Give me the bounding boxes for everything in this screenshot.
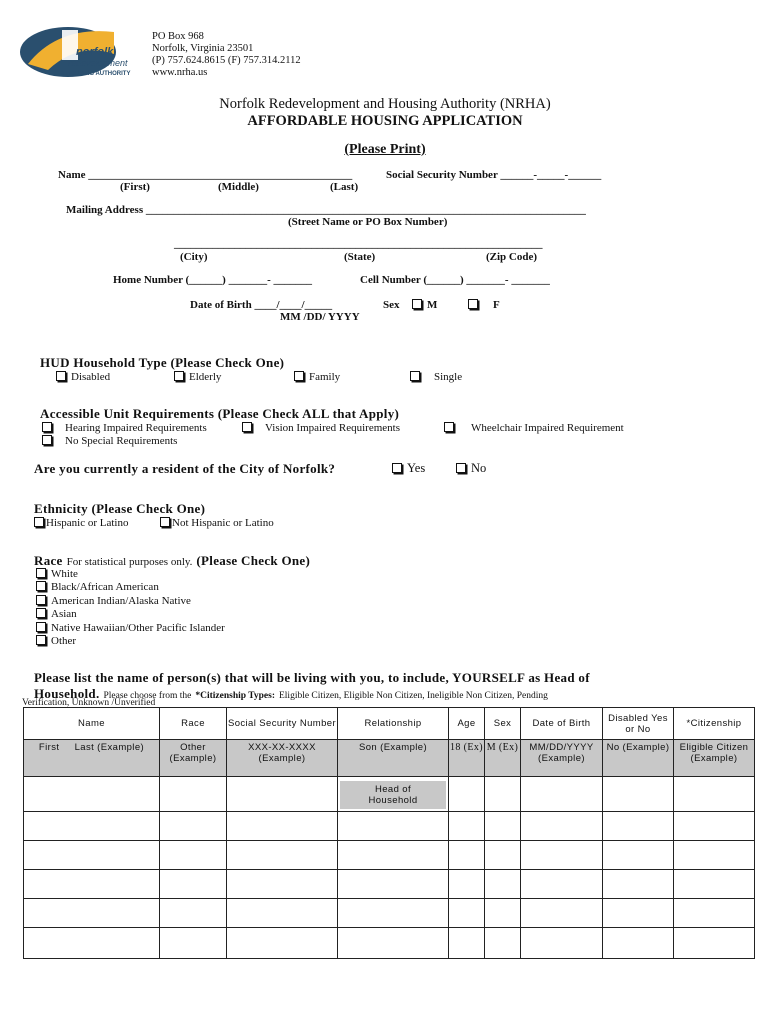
household-intro-citizenship: *Citizenship Types: <box>195 691 275 701</box>
race-option-label: American Indian/Alaska Native <box>51 595 191 607</box>
table-cell[interactable] <box>521 870 603 899</box>
table-cell[interactable] <box>485 841 521 870</box>
household-intro-tail: Eligible Citizen, Eligible Non Citizen, Ineligible Non Citizen, Pending <box>278 691 548 701</box>
race-option-black[interactable] <box>36 581 159 593</box>
sex-m-option[interactable] <box>412 299 437 311</box>
org-title: Norfolk Redevelopment and Housing Authority (NRHA) <box>219 96 551 112</box>
column-header: Name <box>24 708 160 740</box>
table-cell[interactable] <box>521 812 603 841</box>
accessible-option-wheelchair[interactable] <box>444 422 624 434</box>
checkbox-icon[interactable] <box>412 299 422 309</box>
accessible-option-vision[interactable] <box>242 422 400 434</box>
checkbox-icon[interactable] <box>444 422 454 432</box>
accessible-option-hearing[interactable] <box>42 422 207 434</box>
accessible-option-none[interactable] <box>42 435 177 447</box>
example-cell: XXX-XX-XXXX (Example) <box>227 740 338 777</box>
accessible-option-label: No Special Requirements <box>65 435 178 447</box>
accessible-option-label: Wheelchair Impaired Requirement <box>471 422 624 434</box>
table-cell[interactable] <box>338 899 449 928</box>
ethnicity-option-not-hispanic[interactable] <box>160 517 274 529</box>
column-header: Sex <box>485 708 521 740</box>
sex-f-label: F <box>493 299 500 311</box>
checkbox-icon[interactable] <box>36 595 46 605</box>
table-cell <box>338 777 449 812</box>
table-cell[interactable] <box>674 928 755 959</box>
table-row[interactable] <box>24 928 755 959</box>
column-header: Social Security Number <box>227 708 338 740</box>
table-cell[interactable] <box>24 841 160 870</box>
table-cell[interactable] <box>160 841 227 870</box>
table-row[interactable] <box>24 777 755 812</box>
race-option-other[interactable] <box>36 635 76 647</box>
please-print: (Please Print) <box>344 142 426 157</box>
table-cell[interactable] <box>449 870 485 899</box>
column-header: Relationship <box>338 708 449 740</box>
table-cell[interactable] <box>449 777 485 812</box>
table-cell[interactable] <box>485 899 521 928</box>
race-option-label: White <box>51 568 78 580</box>
checkbox-icon[interactable] <box>160 517 170 527</box>
table-cell[interactable] <box>674 841 755 870</box>
hud-option-label: Disabled <box>71 371 111 383</box>
race-option-american-indian[interactable] <box>36 595 191 607</box>
race-option-label: Other <box>51 635 77 647</box>
checkbox-icon[interactable] <box>36 568 46 578</box>
table-cell[interactable] <box>24 870 160 899</box>
example-row <box>24 740 755 777</box>
table-cell[interactable] <box>338 928 449 959</box>
table-cell[interactable] <box>338 812 449 841</box>
checkbox-icon[interactable] <box>468 299 478 309</box>
dob-field[interactable]: Date of Birth ____/____/_____ <box>190 299 333 311</box>
table-cell[interactable] <box>521 899 603 928</box>
example-cell: First Last (Example) <box>24 740 160 777</box>
checkbox-icon[interactable] <box>42 435 52 445</box>
column-header: Age <box>449 708 485 740</box>
table-cell[interactable] <box>603 899 674 928</box>
checkbox-icon[interactable] <box>34 517 44 527</box>
household-intro-bold: Household. <box>34 686 100 701</box>
table-row[interactable] <box>24 812 755 841</box>
ethnicity-option-hispanic[interactable] <box>34 517 128 529</box>
last-hint: (Last) <box>330 181 359 193</box>
example-cell: Son (Example) <box>338 740 449 777</box>
checkbox-icon[interactable] <box>36 608 46 618</box>
table-cell[interactable] <box>227 777 338 812</box>
table-header-row <box>24 708 755 740</box>
table-row[interactable] <box>24 841 755 870</box>
example-cell: No (Example) <box>603 740 674 777</box>
table-cell[interactable] <box>485 870 521 899</box>
name-line[interactable]: Name ________________________________________________ <box>58 169 353 181</box>
hud-heading: HUD Household Type (Please Check One) <box>40 355 285 370</box>
race-option-white[interactable] <box>36 568 78 580</box>
table-cell[interactable] <box>674 777 755 812</box>
example-cell: MM/DD/YYYY (Example) <box>521 740 603 777</box>
form-title: AFFORDABLE HOUSING APPLICATION <box>247 113 523 129</box>
race-check: (Please Check One) <box>196 553 311 568</box>
table-cell[interactable] <box>485 928 521 959</box>
table-cell[interactable] <box>521 841 603 870</box>
table-cell[interactable] <box>160 928 227 959</box>
table-cell[interactable] <box>449 812 485 841</box>
example-cell: M (Ex) <box>485 740 521 777</box>
resident-question: Are you currently a resident of the City of Norfolk? <box>34 461 336 476</box>
table-cell[interactable] <box>449 841 485 870</box>
ethnicity-option-label: Hispanic or Latino <box>46 517 129 529</box>
table-cell[interactable] <box>603 928 674 959</box>
hud-option-elderly[interactable] <box>174 371 221 383</box>
mailing-line[interactable]: Mailing Address ________________________________________________________________________________ <box>66 204 586 216</box>
table-cell[interactable] <box>449 928 485 959</box>
table-cell[interactable] <box>160 777 227 812</box>
dob-format: MM /DD/ YYYY <box>280 311 360 323</box>
table-cell[interactable] <box>603 777 674 812</box>
table-cell[interactable] <box>227 870 338 899</box>
column-header: Date of Birth <box>521 708 603 740</box>
table-cell[interactable] <box>674 870 755 899</box>
sex-m-label: M <box>427 299 438 311</box>
resident-yes-label: Yes <box>407 461 426 475</box>
zip-hint: (Zip Code) <box>486 251 538 263</box>
table-cell[interactable] <box>674 899 755 928</box>
checkbox-icon[interactable] <box>242 422 252 432</box>
address-line: Norfolk, Virginia 23501 <box>152 43 254 54</box>
table-cell[interactable] <box>24 899 160 928</box>
resident-no-label: No <box>471 461 487 475</box>
hud-option-label: Family <box>309 371 341 383</box>
hud-option-label: Single <box>434 371 463 383</box>
race-option-hawaiian[interactable] <box>36 622 225 634</box>
table-cell[interactable] <box>674 812 755 841</box>
table-cell[interactable] <box>227 899 338 928</box>
ethnicity-option-label: Not Hispanic or Latino <box>172 517 274 529</box>
example-cell: Eligible Citizen (Example) <box>674 740 755 777</box>
checkbox-icon[interactable] <box>392 463 402 473</box>
logo-text-housing: & HOUSING AUTHORITY <box>60 71 131 77</box>
accessible-heading: Accessible Unit Requirements (Please Check ALL that Apply) <box>40 406 400 421</box>
column-header: Disabled Yes or No <box>603 708 674 740</box>
cell-number-field[interactable]: Cell Number (______) _______- _______ <box>360 274 550 286</box>
home-number-field[interactable]: Home Number (______) _______- _______ <box>113 274 312 286</box>
logo-text-norfolk: norfolk <box>76 46 114 58</box>
ethnicity-heading: Ethnicity (Please Check One) <box>34 501 206 516</box>
address-line: www.nrha.us <box>152 67 208 78</box>
hud-option-label: Elderly <box>189 371 222 383</box>
race-note: For statistical purposes only. <box>66 556 193 568</box>
table-cell[interactable] <box>521 777 603 812</box>
table-cell[interactable] <box>485 777 521 812</box>
table-cell[interactable] <box>227 928 338 959</box>
logo-text-redevelopment: redevelopment <box>68 58 128 68</box>
household-intro-line3: Verification, Unknown /Unverified <box>22 698 156 708</box>
city-hint: (City) <box>180 251 208 263</box>
table-cell[interactable] <box>485 812 521 841</box>
head-of-household-label: Head of Household <box>340 781 446 809</box>
hud-option-disabled[interactable] <box>56 371 110 383</box>
ssn-line[interactable]: Social Security Number ______-_____-______ <box>386 169 602 181</box>
table-cell[interactable] <box>338 870 449 899</box>
race-option-asian[interactable] <box>36 608 77 620</box>
example-cell: Other (Example) <box>160 740 227 777</box>
column-header: *Citizenship <box>674 708 755 740</box>
table-cell[interactable] <box>160 812 227 841</box>
household-intro-rest: Please choose from the <box>103 691 192 701</box>
checkbox-icon[interactable] <box>174 371 184 381</box>
example-cell: 18 (Ex) <box>449 740 485 777</box>
resident-yes-option[interactable] <box>392 461 425 476</box>
table-cell[interactable] <box>24 928 160 959</box>
checkbox-icon[interactable] <box>410 371 420 381</box>
sex-label: Sex <box>383 299 400 311</box>
race-option-label: Asian <box>51 608 77 620</box>
accessible-option-label: Vision Impaired Requirements <box>265 422 400 434</box>
sex-f-option[interactable] <box>468 299 500 311</box>
table-cell[interactable] <box>603 812 674 841</box>
race-option-label: Native Hawaiian/Other Pacific Islander <box>51 622 225 634</box>
table-row[interactable] <box>24 899 755 928</box>
middle-hint: (Middle) <box>218 181 259 193</box>
checkbox-icon[interactable] <box>56 371 66 381</box>
street-hint: (Street Name or PO Box Number) <box>288 216 448 228</box>
first-hint: (First) <box>120 181 150 193</box>
table-cell[interactable] <box>24 777 160 812</box>
checkbox-icon[interactable] <box>36 581 46 591</box>
address-line: PO Box 968 <box>152 31 204 42</box>
table-cell[interactable] <box>603 870 674 899</box>
hud-option-single[interactable] <box>410 371 462 383</box>
nrha-logo <box>18 24 130 84</box>
checkbox-icon[interactable] <box>42 422 52 432</box>
household-table <box>23 707 755 959</box>
accessible-option-label: Hearing Impaired Requirements <box>65 422 207 434</box>
city-line[interactable]: ___________________________________________________________________ <box>174 238 543 250</box>
checkbox-icon[interactable] <box>294 371 304 381</box>
table-cell[interactable] <box>160 870 227 899</box>
state-hint: (State) <box>344 251 376 263</box>
resident-no-option[interactable] <box>456 461 486 476</box>
table-cell[interactable] <box>24 812 160 841</box>
column-header: Race <box>160 708 227 740</box>
table-cell[interactable] <box>521 928 603 959</box>
table-cell[interactable] <box>338 841 449 870</box>
checkbox-icon[interactable] <box>456 463 466 473</box>
address-block <box>152 31 301 79</box>
address-line: (P) 757.624.8615 (F) 757.314.2112 <box>152 55 301 66</box>
race-option-label: Black/African American <box>51 581 159 593</box>
race-heading: Race <box>34 553 63 568</box>
table-cell[interactable] <box>227 841 338 870</box>
table-cell[interactable] <box>603 841 674 870</box>
table-cell[interactable] <box>449 899 485 928</box>
household-intro-line1: Please list the name of person(s) that will be living with you, to include, YOURSELF as Head of <box>34 670 590 685</box>
checkbox-icon[interactable] <box>36 622 46 632</box>
table-cell[interactable] <box>160 899 227 928</box>
table-row[interactable] <box>24 870 755 899</box>
table-cell[interactable] <box>227 812 338 841</box>
hud-option-family[interactable] <box>294 371 340 383</box>
checkbox-icon[interactable] <box>36 635 46 645</box>
